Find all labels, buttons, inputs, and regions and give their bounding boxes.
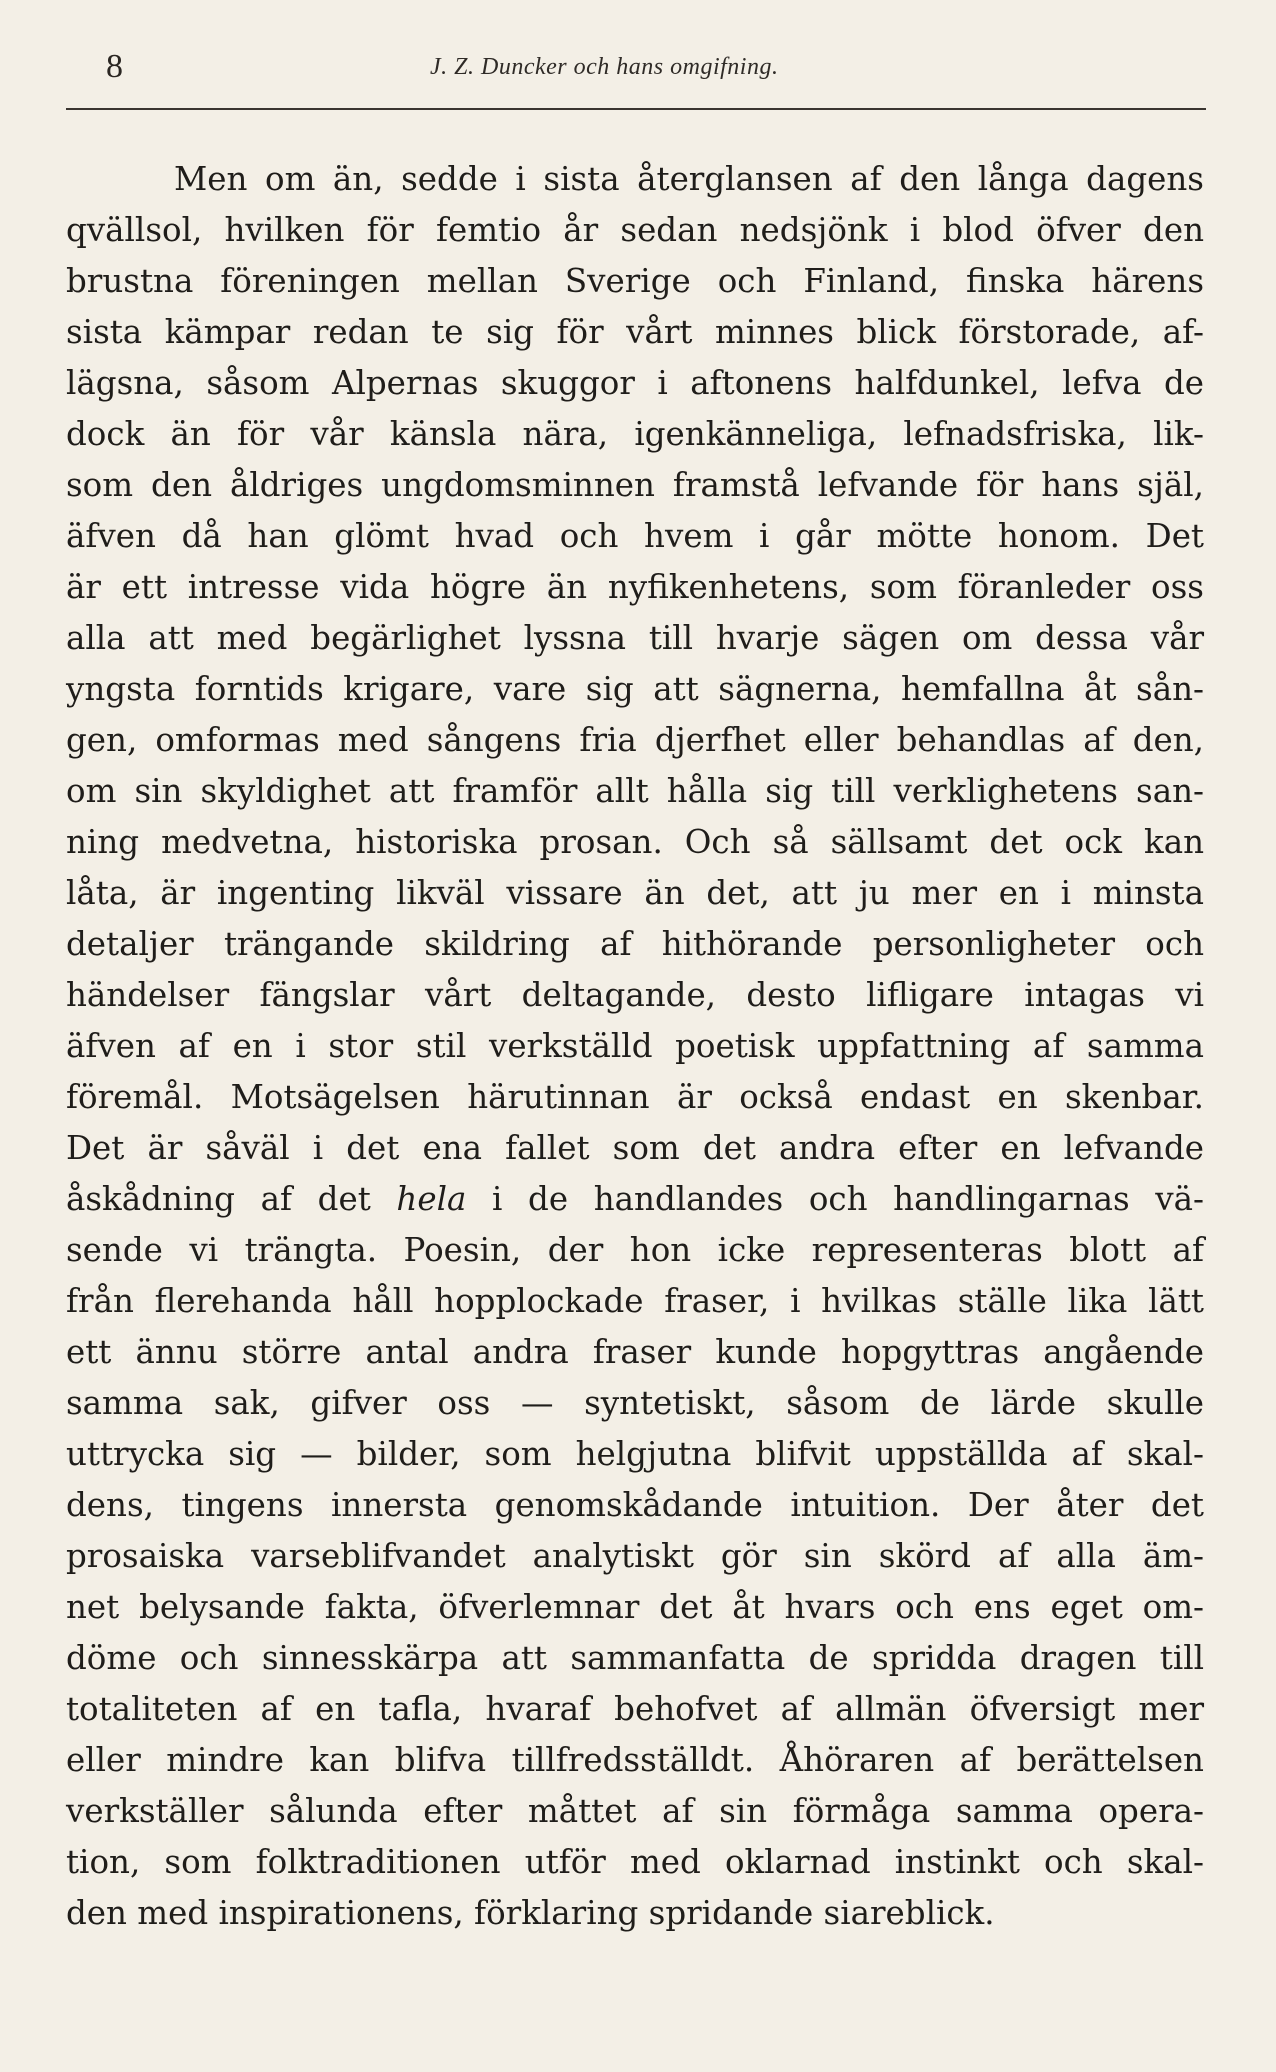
page-header [0, 46, 1276, 86]
text-line: är ett intresse vida högre än nyfikenhetens, som föranleder oss [66, 568, 1204, 606]
text-line: om sin skyldighet att framför allt hålla sig till verklighetens san- [66, 772, 1204, 810]
italic-word: hela [396, 1180, 467, 1218]
text-line: totaliteten af en tafla, hvaraf behofvet af allmän öfversigt mer [66, 1690, 1204, 1728]
text-line: brustna föreningen mellan Sverige och Finland, finska härens [66, 262, 1204, 300]
text-line: dens, tingens innersta genomskådande intuition. Der åter det [66, 1486, 1204, 1524]
text-line: föremål. Motsägelsen härutinnan är också endast en skenbar. [66, 1078, 1204, 1116]
text-line-with-italic [66, 1174, 1204, 1225]
text-segment: i de handlandes och handlingarnas vä- [466, 1180, 1204, 1218]
text-line: Det är såväl i det ena fallet som det andra efter en lefvande [66, 1129, 1204, 1167]
text-line: detaljer trängande skildring af hithörande personligheter och [66, 925, 1204, 963]
text-line: sista kämpar redan te sig för vårt minnes blick förstorade, af- [66, 313, 1204, 351]
text-line: lägsna, såsom Alpernas skuggor i aftonens halfdunkel, lefva de [66, 364, 1204, 402]
text-line: eller mindre kan blifva tillfredsställdt. Åhöraren af berättelsen [66, 1741, 1204, 1779]
text-line: yngsta forntids krigare, vare sig att sägnerna, hemfallna åt sån- [66, 670, 1204, 708]
text-line: prosaiska varseblifvandet analytiskt gör sin skörd af alla äm- [66, 1537, 1204, 1575]
text-line: verkställer sålunda efter måttet af sin förmåga samma opera- [66, 1792, 1204, 1830]
running-title: J. Z. Duncker och hans omgifning. [430, 54, 779, 80]
text-line: ett ännu större antal andra fraser kunde hopgyttras angående [66, 1333, 1204, 1371]
text-segment: åskådning af det [66, 1180, 397, 1218]
text-line: net belysande fakta, öfverlemnar det åt hvars och ens eget om- [66, 1588, 1204, 1626]
text-line: ning medvetna, historiska prosan. Och så sällsamt det ock kan [66, 823, 1204, 861]
text-line: samma sak, gifver oss — syntetiskt, såsom de lärde skulle [66, 1384, 1204, 1422]
text-line: sende vi trängta. Poesin, der hon icke representeras blott af [66, 1231, 1204, 1269]
text-line: qvällsol, hvilken för femtio år sedan nedsjönk i blod öfver den [66, 211, 1204, 249]
text-line: Men om än, sedde i sista återglansen af den långa dagens [174, 160, 1204, 198]
text-line: från flerehanda håll hopplockade fraser, i hvilkas ställe lika lätt [66, 1282, 1204, 1320]
text-line: tion, som folktraditionen utför med oklarnad instinkt och skal- [66, 1843, 1204, 1881]
text-line: gen, omformas med sångens fria djerfhet eller behandlas af den, [66, 721, 1204, 759]
text-line: dock än för vår känsla nära, igenkänneliga, lefnadsfriska, lik- [66, 415, 1204, 453]
text-line: händelser fängslar vårt deltagande, desto lifligare intagas vi [66, 976, 1204, 1014]
text-line: uttrycka sig — bilder, som helgjutna blifvit uppställda af skal- [66, 1435, 1204, 1473]
body-paragraph [66, 154, 1204, 1939]
text-line: alla att med begärlighet lyssna till hvarje sägen om dessa vår [66, 619, 1204, 657]
text-line: äfven då han glömt hvad och hvem i går mötte honom. Det [66, 517, 1204, 555]
text-line: äfven af en i stor stil verkställd poetisk uppfattning af samma [66, 1027, 1204, 1065]
text-line: döme och sinnesskärpa att sammanfatta de spridda dragen till [66, 1639, 1204, 1677]
page-number: 8 [106, 48, 123, 85]
header-rule [66, 108, 1206, 110]
text-line: som den åldriges ungdomsminnen framstå lefvande för hans själ, [66, 466, 1204, 504]
text-line: låta, är ingenting likväl vissare än det, att ju mer en i minsta [66, 874, 1204, 912]
text-line: den med inspirationens, förklaring spridande siareblick. [66, 1894, 995, 1932]
